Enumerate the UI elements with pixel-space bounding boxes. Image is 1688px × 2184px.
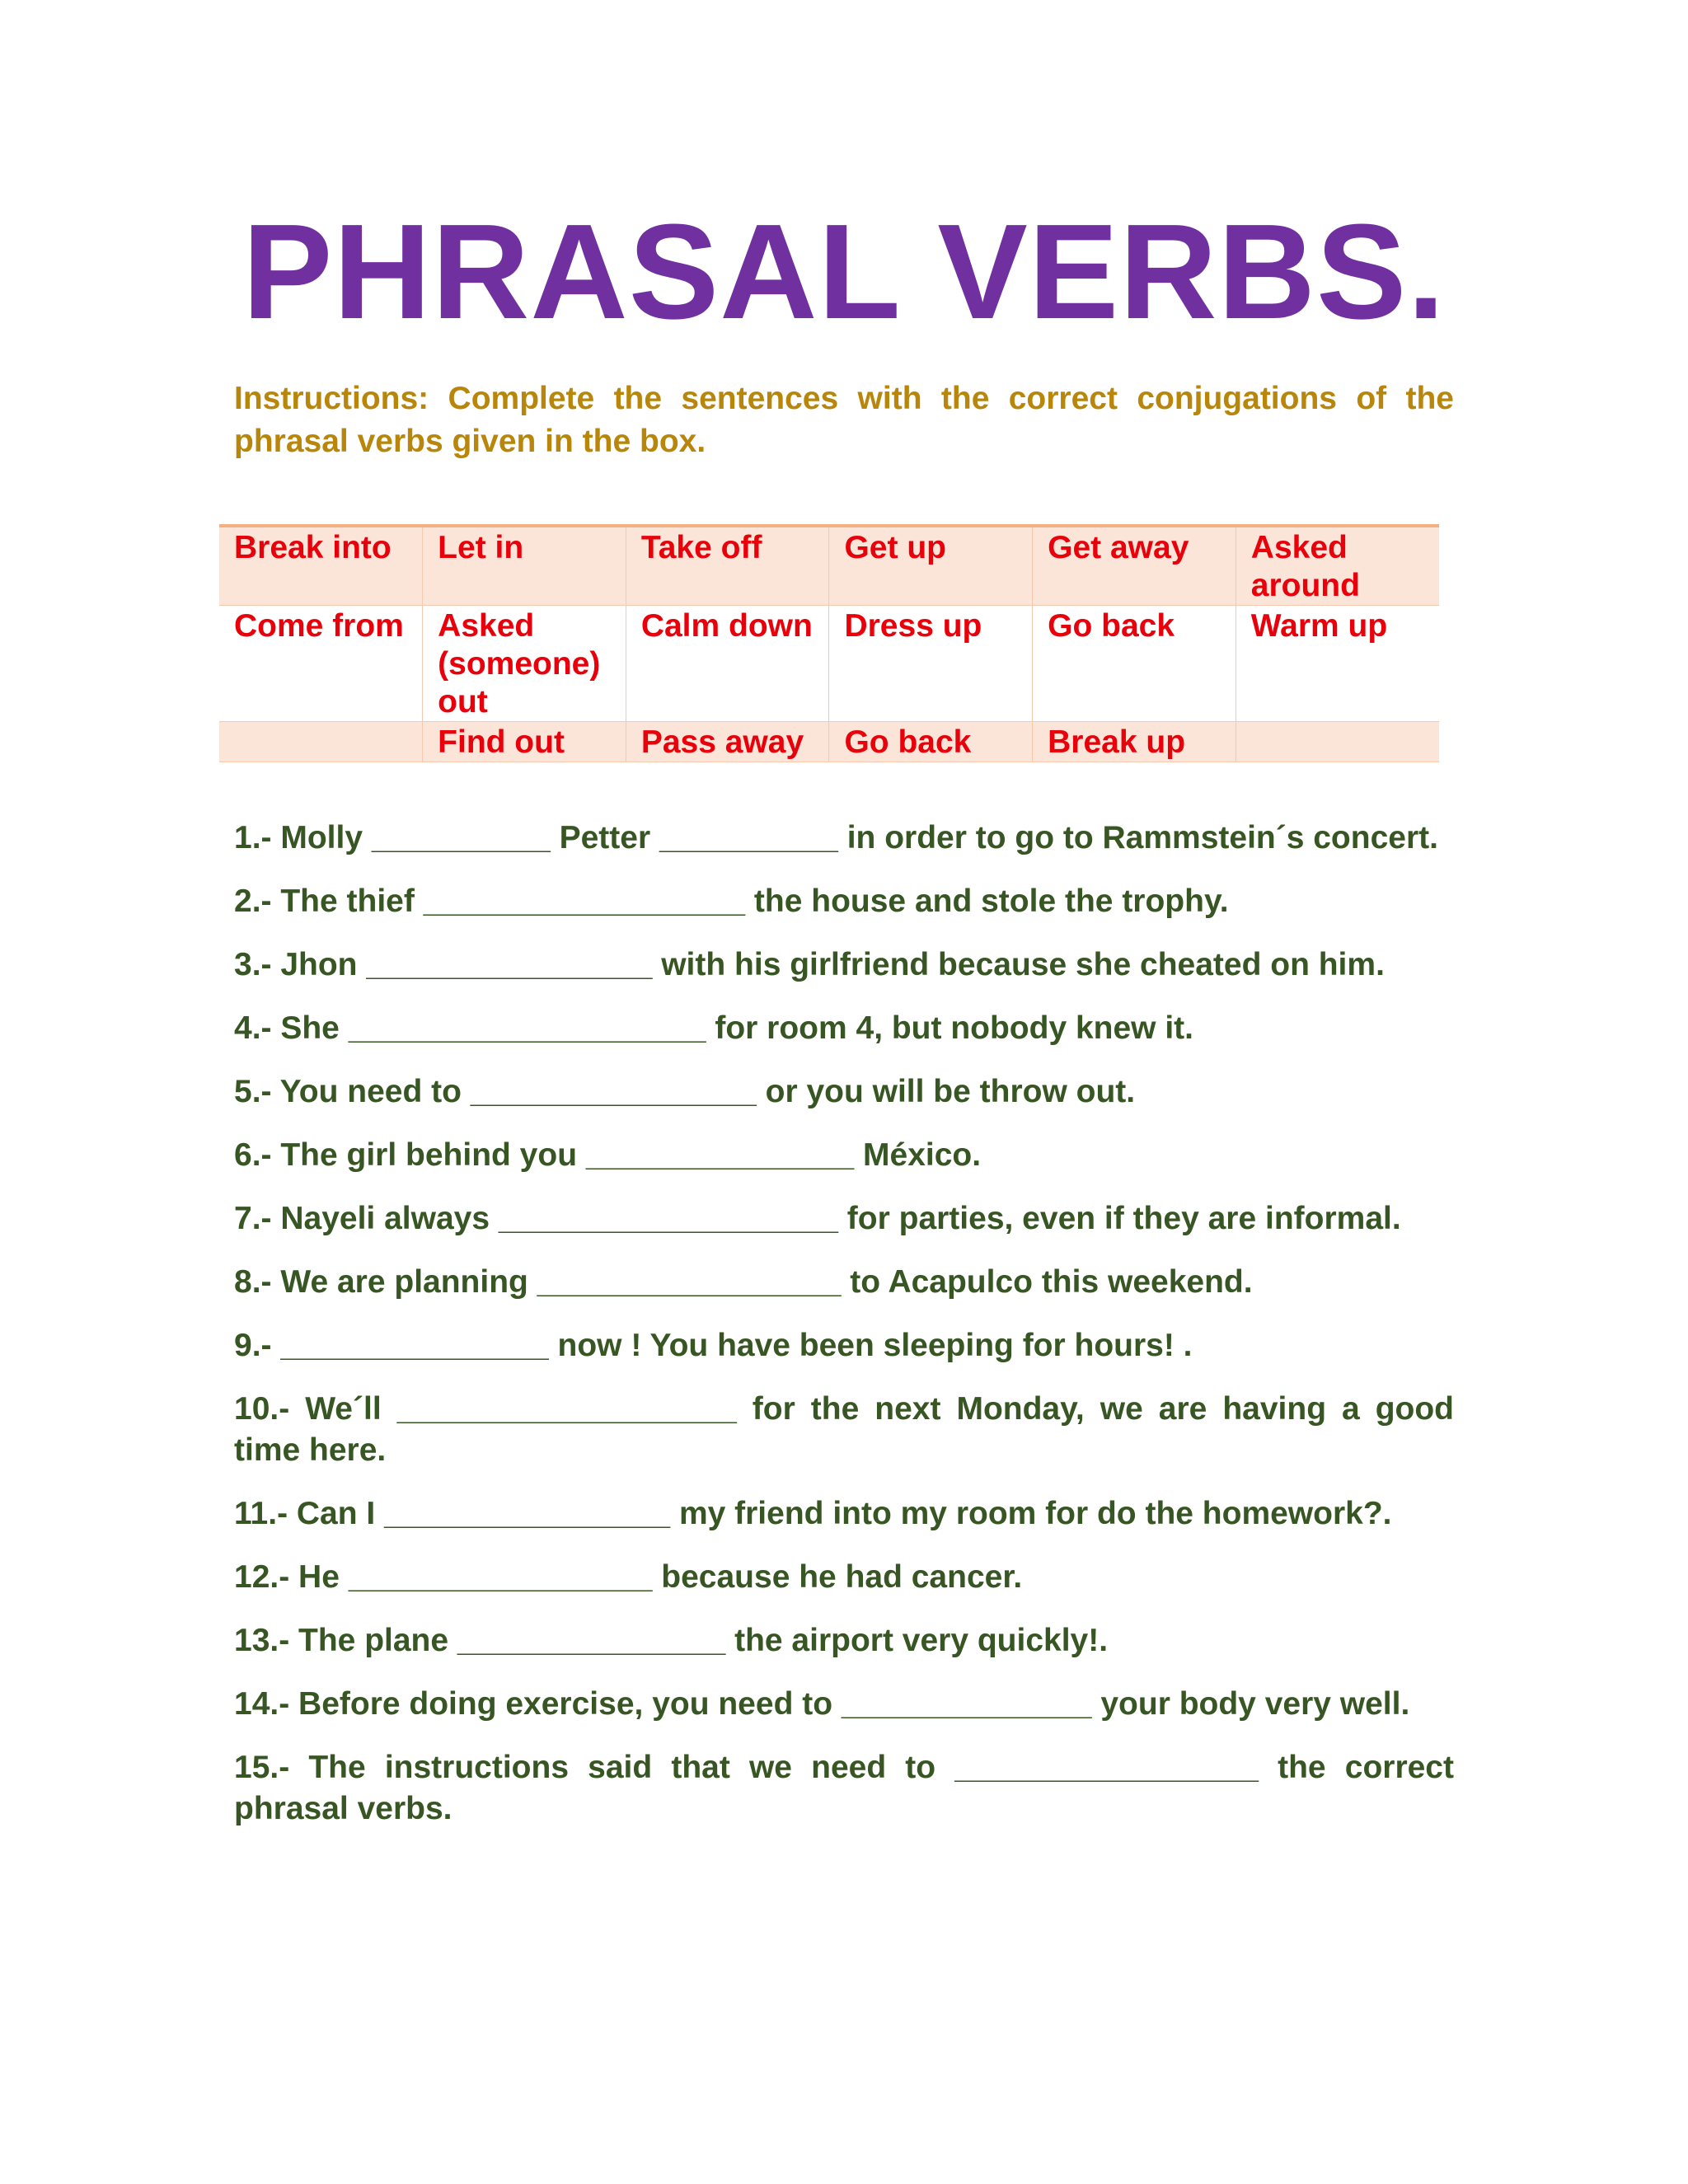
instructions-text: Instructions: Complete the sentences with the correct conjugations of the phrasal verbs given in the box. <box>234 381 1454 459</box>
verb-box-row <box>219 606 1439 722</box>
verb-box-row <box>219 526 1439 606</box>
verb-cell <box>1236 722 1439 762</box>
verb-cell: Let in <box>423 526 626 606</box>
verb-cell: Go back <box>829 722 1033 762</box>
exercise-item: 4.- She ____________________ for room 4, but nobody knew it. <box>234 1010 1194 1046</box>
verb-box-row <box>219 722 1439 762</box>
verb-cell: Asked around <box>1236 526 1439 606</box>
exercise-item: 5.- You need to ________________ or you will be throw out. <box>234 1074 1136 1109</box>
exercise-item: 1.- Molly __________ Petter __________ in order to go to Rammstein´s concert. <box>234 820 1438 855</box>
verb-cell: Get away <box>1033 526 1236 606</box>
exercise-item: 12.- He _________________ because he had cancer. <box>234 1559 1023 1595</box>
exercise-item: 14.- Before doing exercise, you need to ______________ your body very well. <box>234 1686 1410 1722</box>
exercise-item: 11.- Can I ________________ my friend into my room for do the homework?. <box>234 1496 1392 1531</box>
exercise-item: 7.- Nayeli always ___________________ for parties, even if they are informal. <box>234 1201 1401 1236</box>
exercise-item: 9.- _______________ now ! You have been sleeping for hours! . <box>234 1328 1193 1363</box>
verb-cell: Pass away <box>626 722 829 762</box>
verb-cell: Dress up <box>829 606 1033 722</box>
exercise-item: 2.- The thief __________________ the house and stole the trophy. <box>234 883 1229 919</box>
verb-cell: Break up <box>1033 722 1236 762</box>
verb-cell: Find out <box>423 722 626 762</box>
exercise-item: 6.- The girl behind you _______________ México. <box>234 1137 982 1173</box>
exercise-list <box>234 818 1454 1852</box>
exercise-item: 3.- Jhon ________________ with his girlfriend because she cheated on him. <box>234 947 1385 982</box>
exercise-item: 15.- The instructions said that we need to _________________ the correct phrasal verbs. <box>234 1750 1454 1826</box>
verb-cell: Go back <box>1033 606 1236 722</box>
exercise-item: 10.- We´ll ___________________ for the next Monday, we are having a good time here. <box>234 1391 1454 1468</box>
phrasal-verb-box <box>219 524 1439 762</box>
verb-cell: Break into <box>219 526 423 606</box>
verb-cell: Come from <box>219 606 423 722</box>
verb-cell <box>219 722 423 762</box>
verb-cell: Warm up <box>1236 606 1439 722</box>
verb-cell: Get up <box>829 526 1033 606</box>
exercise-item: 13.- The plane _______________ the airport very quickly!. <box>234 1623 1109 1658</box>
exercise-item: 8.- We are planning _________________ to Acapulco this weekend. <box>234 1264 1253 1300</box>
verb-cell: Asked (someone) out <box>423 606 626 722</box>
verb-cell: Take off <box>626 526 829 606</box>
page-title: PHRASAL VERBS. <box>242 196 1446 347</box>
verb-cell: Calm down <box>626 606 829 722</box>
